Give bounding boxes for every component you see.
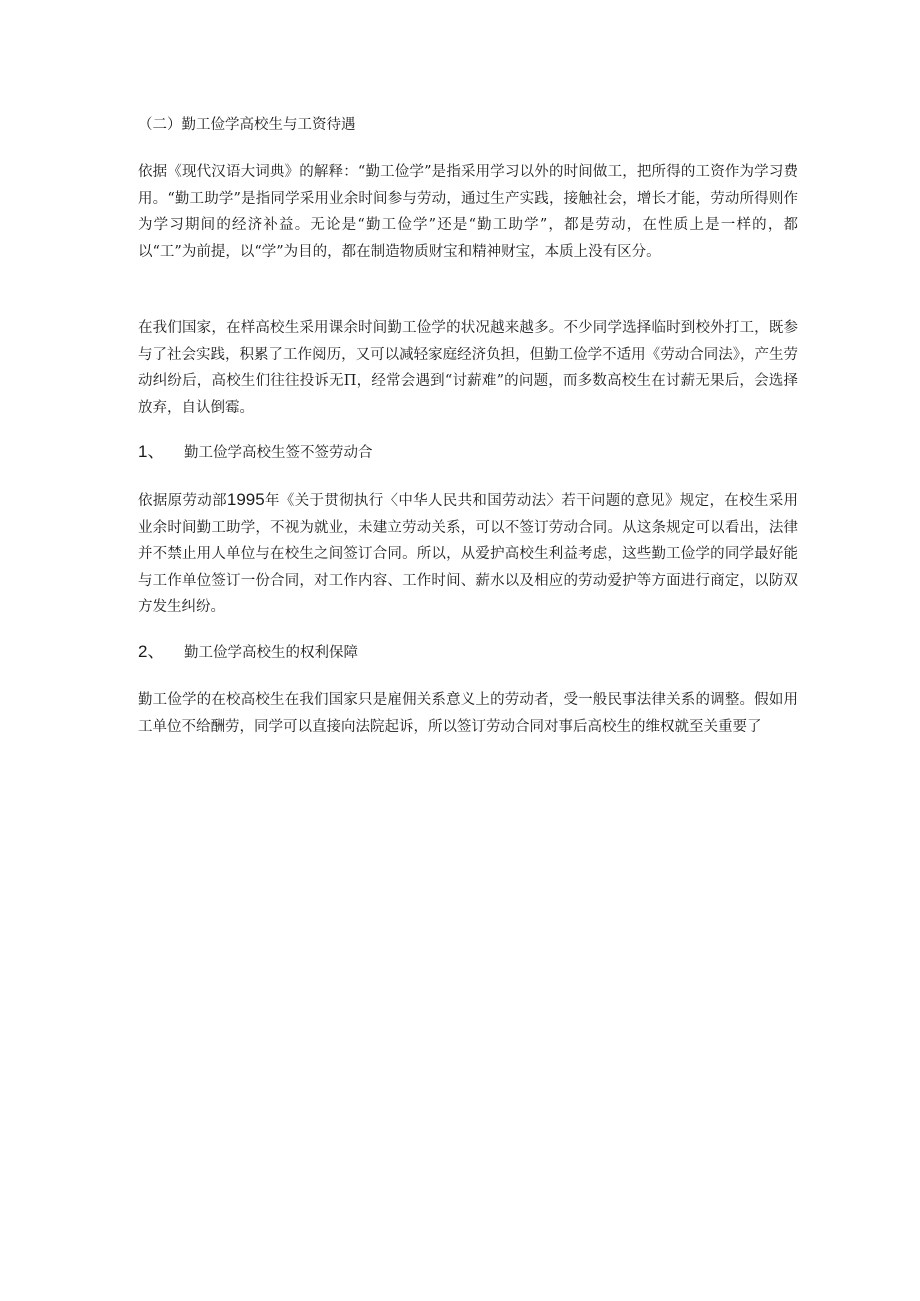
paragraph-rights: 勤工俭学的在校高校生在我们国家只是雇佣关系意义上的劳动者，受一般民事法律关系的调整。假如用工单位不给酬劳，同学可以直接向法院起诉，所以签订劳动合同对事后高校生的维权就至关重要了 <box>138 692 798 735</box>
heading-number: 1、 <box>138 442 165 461</box>
regulation-year: 1995 <box>226 490 265 509</box>
paragraph-definition: 依据《现代汉语大词典》的解释：“勤工俭学”是指采用学习以外的时间做工，把所得的工资作为学习费用。“勤工助学”是指同学采用业余时间参与劳动，通过生产实践，接触社会，增长才能，劳动所得则作为学习期间的经济补益。无论是“勤工俭学”还是“勤工助学”，都是劳动，在性质上是一样的，都以“工”为前提，以“学”为目的，都在制造物质财宝和精神财宝，本质上没有区分。 <box>138 164 798 260</box>
section-title: （二）勤工俭学高校生与工资待遇 <box>138 117 356 133</box>
heading-contract <box>138 441 373 464</box>
regulation-text: 年《关于贯彻执行〈中华人民共和国劳动法〉若干问题的意见》规定，在校生采用业余时间勤工助学，不视为就业，未建立劳动关系，可以不签订劳动合同。从这条规定可以看出，法律并不禁止用人单位与在校生之间签订合同。所以，从爱护高校生利益考虑，这些勤工俭学的同学最好能与工作单位签订一份合同，对工作内容、工作时间、薪水以及相应的劳动爱护等方面进行商定，以防双方发生纠纷。 <box>138 493 799 615</box>
paragraph-situation: 在我们国家，在样高校生采用课余时间勤工俭学的状况越来越多。不少同学选择临时到校外打工，既参与了社会实践，积累了工作阅历，又可以减轻家庭经济负担，但勤工俭学不适用《劳动合同法》，产生劳动纠纷后，高校生们往往投诉无Π，经常会遇到“讨薪难”的问题，而多数高校生在讨薪无果后，会选择放弃，自认倒霉。 <box>138 320 798 416</box>
heading-rights <box>138 641 358 664</box>
heading-number: 2、 <box>138 642 165 661</box>
regulation-prefix: 依据原劳动部 <box>138 493 227 509</box>
heading-text: 勤工俭学高校生签不签劳动合 <box>184 445 373 461</box>
paragraph-regulation <box>138 487 798 621</box>
heading-text: 勤工俭学高校生的权利保障 <box>184 645 358 661</box>
